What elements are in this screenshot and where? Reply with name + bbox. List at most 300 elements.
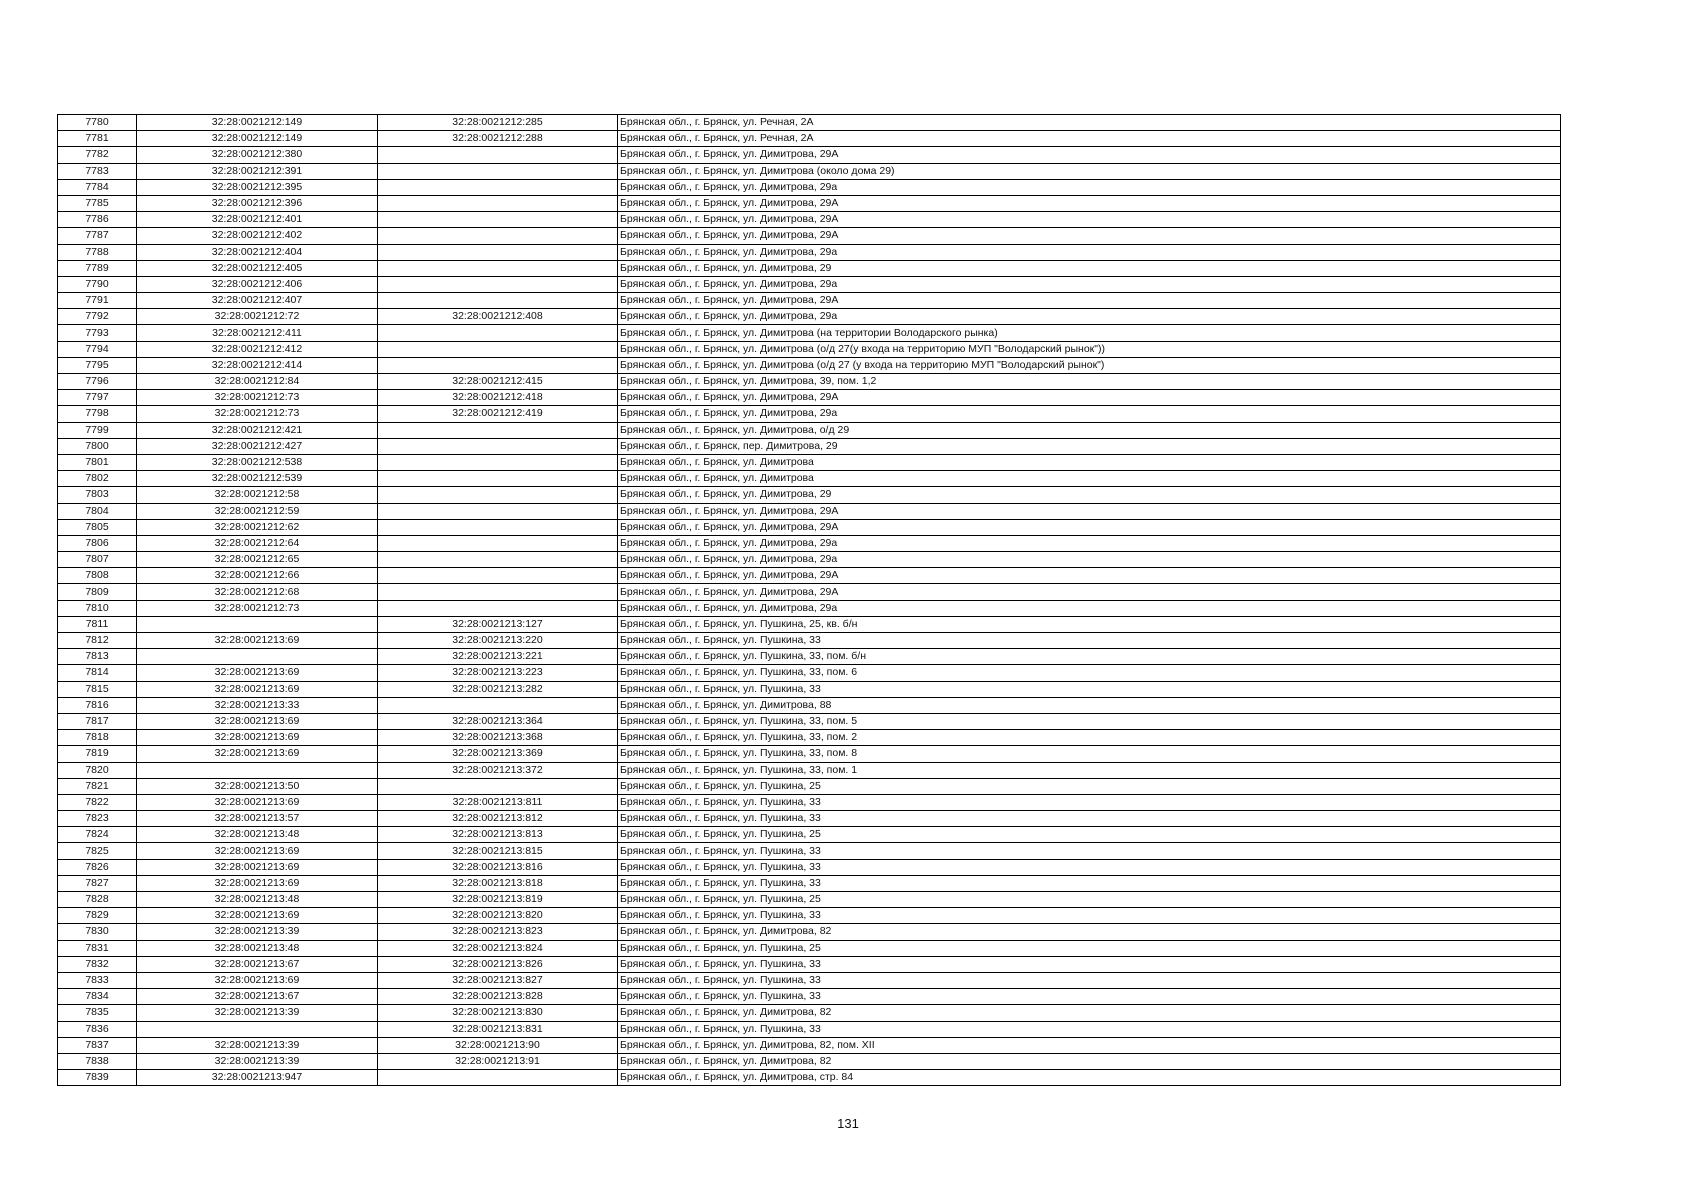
row-number-cell: 7831 xyxy=(58,940,137,956)
address-cell: Брянская обл., г. Брянск, ул. Пушкина, 33 xyxy=(618,633,1561,649)
address-cell: Брянская обл., г. Брянск, ул. Димитрова, 82 xyxy=(618,924,1561,940)
table-row xyxy=(58,908,1561,924)
table-row xyxy=(58,341,1561,357)
address-cell: Брянская обл., г. Брянск, ул. Димитрова, 29а xyxy=(618,552,1561,568)
table-row xyxy=(58,633,1561,649)
table-row xyxy=(58,1053,1561,1069)
address-cell: Брянская обл., г. Брянск, ул. Димитрова, 29А xyxy=(618,147,1561,163)
row-number-cell: 7789 xyxy=(58,260,137,276)
table-row xyxy=(58,471,1561,487)
row-number-cell: 7837 xyxy=(58,1037,137,1053)
address-cell: Брянская обл., г. Брянск, ул. Димитрова, 29а xyxy=(618,600,1561,616)
row-number-cell: 7784 xyxy=(58,179,137,195)
row-number-cell: 7832 xyxy=(58,956,137,972)
row-number-cell: 7819 xyxy=(58,746,137,762)
object-cadastral-number-cell xyxy=(378,584,618,600)
row-number-cell: 7825 xyxy=(58,843,137,859)
address-cell: Брянская обл., г. Брянск, ул. Пушкина, 33, пом. 6 xyxy=(618,665,1561,681)
table-row xyxy=(58,179,1561,195)
registry-table-body xyxy=(58,115,1561,1086)
row-number-cell: 7816 xyxy=(58,697,137,713)
row-number-cell: 7838 xyxy=(58,1053,137,1069)
address-cell: Брянская обл., г. Брянск, ул. Димитрова, 29а xyxy=(618,244,1561,260)
object-cadastral-number-cell xyxy=(378,422,618,438)
object-cadastral-number-cell xyxy=(378,568,618,584)
registry-table xyxy=(57,114,1561,1086)
object-cadastral-number-cell xyxy=(378,357,618,373)
cadastral-number-cell: 32:28:0021213:48 xyxy=(137,940,378,956)
cadastral-number-cell: 32:28:0021212:427 xyxy=(137,438,378,454)
row-number-cell: 7808 xyxy=(58,568,137,584)
cadastral-number-cell: 32:28:0021213:48 xyxy=(137,827,378,843)
cadastral-number-cell: 32:28:0021213:39 xyxy=(137,1037,378,1053)
row-number-cell: 7836 xyxy=(58,1021,137,1037)
table-row xyxy=(58,519,1561,535)
object-cadastral-number-cell: 32:28:0021213:830 xyxy=(378,1005,618,1021)
object-cadastral-number-cell xyxy=(378,487,618,503)
object-cadastral-number-cell: 32:28:0021213:127 xyxy=(378,616,618,632)
cadastral-number-cell: 32:28:0021212:73 xyxy=(137,406,378,422)
cadastral-number-cell: 32:28:0021212:58 xyxy=(137,487,378,503)
cadastral-number-cell: 32:28:0021213:67 xyxy=(137,989,378,1005)
row-number-cell: 7790 xyxy=(58,276,137,292)
row-number-cell: 7822 xyxy=(58,794,137,810)
table-row xyxy=(58,584,1561,600)
table-row xyxy=(58,956,1561,972)
object-cadastral-number-cell xyxy=(378,600,618,616)
object-cadastral-number-cell: 32:28:0021212:285 xyxy=(378,115,618,131)
cadastral-number-cell xyxy=(137,616,378,632)
address-cell: Брянская обл., г. Брянск, ул. Димитрова (о/д 27 (у входа на территорию МУП "Володарский рынок") xyxy=(618,357,1561,373)
table-row xyxy=(58,1070,1561,1086)
row-number-cell: 7823 xyxy=(58,811,137,827)
row-number-cell: 7781 xyxy=(58,131,137,147)
row-number-cell: 7828 xyxy=(58,892,137,908)
table-row xyxy=(58,827,1561,843)
row-number-cell: 7807 xyxy=(58,552,137,568)
table-row xyxy=(58,487,1561,503)
address-cell: Брянская обл., г. Брянск, ул. Пушкина, 25 xyxy=(618,940,1561,956)
table-row xyxy=(58,212,1561,228)
address-cell: Брянская обл., г. Брянск, ул. Димитрова xyxy=(618,471,1561,487)
object-cadastral-number-cell xyxy=(378,228,618,244)
table-row xyxy=(58,131,1561,147)
address-cell: Брянская обл., г. Брянск, ул. Димитрова, 82, пом. XII xyxy=(618,1037,1561,1053)
object-cadastral-number-cell xyxy=(378,778,618,794)
object-cadastral-number-cell xyxy=(378,293,618,309)
cadastral-number-cell xyxy=(137,1021,378,1037)
row-number-cell: 7791 xyxy=(58,293,137,309)
cadastral-number-cell: 32:28:0021212:396 xyxy=(137,195,378,211)
object-cadastral-number-cell xyxy=(378,454,618,470)
row-number-cell: 7801 xyxy=(58,454,137,470)
table-row xyxy=(58,406,1561,422)
cadastral-number-cell: 32:28:0021212:65 xyxy=(137,552,378,568)
cadastral-number-cell xyxy=(137,762,378,778)
object-cadastral-number-cell xyxy=(378,552,618,568)
address-cell: Брянская обл., г. Брянск, ул. Пушкина, 33 xyxy=(618,811,1561,827)
cadastral-number-cell: 32:28:0021213:39 xyxy=(137,1005,378,1021)
object-cadastral-number-cell: 32:28:0021213:831 xyxy=(378,1021,618,1037)
cadastral-number-cell: 32:28:0021212:62 xyxy=(137,519,378,535)
row-number-cell: 7834 xyxy=(58,989,137,1005)
cadastral-number-cell: 32:28:0021212:414 xyxy=(137,357,378,373)
address-cell: Брянская обл., г. Брянск, ул. Димитрова, 29 xyxy=(618,260,1561,276)
row-number-cell: 7815 xyxy=(58,681,137,697)
row-number-cell: 7796 xyxy=(58,374,137,390)
row-number-cell: 7811 xyxy=(58,616,137,632)
object-cadastral-number-cell: 32:28:0021213:90 xyxy=(378,1037,618,1053)
cadastral-number-cell: 32:28:0021212:404 xyxy=(137,244,378,260)
table-row xyxy=(58,568,1561,584)
object-cadastral-number-cell xyxy=(378,163,618,179)
cadastral-number-cell: 32:28:0021212:395 xyxy=(137,179,378,195)
cadastral-number-cell: 32:28:0021213:69 xyxy=(137,794,378,810)
row-number-cell: 7833 xyxy=(58,972,137,988)
cadastral-number-cell: 32:28:0021213:69 xyxy=(137,875,378,891)
address-cell: Брянская обл., г. Брянск, ул. Пушкина, 33 xyxy=(618,843,1561,859)
object-cadastral-number-cell: 32:28:0021213:372 xyxy=(378,762,618,778)
object-cadastral-number-cell: 32:28:0021213:812 xyxy=(378,811,618,827)
cadastral-number-cell: 32:28:0021213:69 xyxy=(137,730,378,746)
address-cell: Брянская обл., г. Брянск, ул. Димитрова, 29А xyxy=(618,195,1561,211)
table-row xyxy=(58,762,1561,778)
object-cadastral-number-cell: 32:28:0021213:91 xyxy=(378,1053,618,1069)
object-cadastral-number-cell: 32:28:0021213:282 xyxy=(378,681,618,697)
cadastral-number-cell: 32:28:0021212:391 xyxy=(137,163,378,179)
table-row xyxy=(58,892,1561,908)
row-number-cell: 7786 xyxy=(58,212,137,228)
address-cell: Брянская обл., г. Брянск, ул. Пушкина, 33 xyxy=(618,859,1561,875)
table-row xyxy=(58,422,1561,438)
cadastral-number-cell: 32:28:0021212:84 xyxy=(137,374,378,390)
cadastral-number-cell xyxy=(137,649,378,665)
object-cadastral-number-cell xyxy=(378,212,618,228)
table-row xyxy=(58,794,1561,810)
table-row xyxy=(58,859,1561,875)
cadastral-number-cell: 32:28:0021213:69 xyxy=(137,908,378,924)
address-cell: Брянская обл., г. Брянск, ул. Димитрова, 88 xyxy=(618,697,1561,713)
row-number-cell: 7809 xyxy=(58,584,137,600)
table-row xyxy=(58,503,1561,519)
row-number-cell: 7794 xyxy=(58,341,137,357)
table-row xyxy=(58,600,1561,616)
address-cell: Брянская обл., г. Брянск, ул. Пушкина, 33 xyxy=(618,972,1561,988)
address-cell: Брянская обл., г. Брянск, ул. Димитрова, 29 xyxy=(618,487,1561,503)
table-row xyxy=(58,924,1561,940)
object-cadastral-number-cell: 32:28:0021212:419 xyxy=(378,406,618,422)
table-row xyxy=(58,811,1561,827)
cadastral-number-cell: 32:28:0021213:67 xyxy=(137,956,378,972)
table-row xyxy=(58,697,1561,713)
row-number-cell: 7835 xyxy=(58,1005,137,1021)
object-cadastral-number-cell: 32:28:0021213:221 xyxy=(378,649,618,665)
table-row xyxy=(58,276,1561,292)
row-number-cell: 7810 xyxy=(58,600,137,616)
address-cell: Брянская обл., г. Брянск, ул. Димитрова (около дома 29) xyxy=(618,163,1561,179)
row-number-cell: 7797 xyxy=(58,390,137,406)
cadastral-number-cell: 32:28:0021212:401 xyxy=(137,212,378,228)
cadastral-number-cell: 32:28:0021213:50 xyxy=(137,778,378,794)
address-cell: Брянская обл., г. Брянск, ул. Речная, 2А xyxy=(618,131,1561,147)
object-cadastral-number-cell: 32:28:0021213:368 xyxy=(378,730,618,746)
object-cadastral-number-cell xyxy=(378,325,618,341)
cadastral-number-cell: 32:28:0021213:33 xyxy=(137,697,378,713)
object-cadastral-number-cell xyxy=(378,519,618,535)
address-cell: Брянская обл., г. Брянск, ул. Димитрова, 29а xyxy=(618,179,1561,195)
address-cell: Брянская обл., г. Брянск, ул. Димитрова, 82 xyxy=(618,1005,1561,1021)
object-cadastral-number-cell xyxy=(378,179,618,195)
cadastral-number-cell: 32:28:0021212:73 xyxy=(137,600,378,616)
cadastral-number-cell: 32:28:0021213:69 xyxy=(137,681,378,697)
cadastral-number-cell: 32:28:0021212:405 xyxy=(137,260,378,276)
row-number-cell: 7814 xyxy=(58,665,137,681)
object-cadastral-number-cell: 32:28:0021213:826 xyxy=(378,956,618,972)
row-number-cell: 7826 xyxy=(58,859,137,875)
row-number-cell: 7817 xyxy=(58,713,137,729)
cadastral-number-cell: 32:28:0021212:407 xyxy=(137,293,378,309)
table-row xyxy=(58,713,1561,729)
cadastral-number-cell: 32:28:0021212:64 xyxy=(137,535,378,551)
table-row xyxy=(58,616,1561,632)
address-cell: Брянская обл., г. Брянск, ул. Димитрова, о/д 29 xyxy=(618,422,1561,438)
row-number-cell: 7806 xyxy=(58,535,137,551)
address-cell: Брянская обл., г. Брянск, ул. Речная, 2А xyxy=(618,115,1561,131)
row-number-cell: 7782 xyxy=(58,147,137,163)
table-row xyxy=(58,972,1561,988)
table-row xyxy=(58,115,1561,131)
cadastral-number-cell: 32:28:0021213:39 xyxy=(137,924,378,940)
table-row xyxy=(58,989,1561,1005)
table-row xyxy=(58,147,1561,163)
cadastral-number-cell: 32:28:0021212:72 xyxy=(137,309,378,325)
object-cadastral-number-cell xyxy=(378,1070,618,1086)
row-number-cell: 7785 xyxy=(58,195,137,211)
cadastral-number-cell: 32:28:0021213:69 xyxy=(137,665,378,681)
object-cadastral-number-cell xyxy=(378,471,618,487)
object-cadastral-number-cell xyxy=(378,503,618,519)
object-cadastral-number-cell: 32:28:0021212:418 xyxy=(378,390,618,406)
address-cell: Брянская обл., г. Брянск, ул. Димитрова, 29А xyxy=(618,293,1561,309)
address-cell: Брянская обл., г. Брянск, ул. Пушкина, 33 xyxy=(618,989,1561,1005)
object-cadastral-number-cell xyxy=(378,244,618,260)
cadastral-number-cell: 32:28:0021213:69 xyxy=(137,713,378,729)
cadastral-number-cell: 32:28:0021213:69 xyxy=(137,633,378,649)
cadastral-number-cell: 32:28:0021213:48 xyxy=(137,892,378,908)
address-cell: Брянская обл., г. Брянск, ул. Пушкина, 33 xyxy=(618,956,1561,972)
table-row xyxy=(58,325,1561,341)
cadastral-number-cell: 32:28:0021212:68 xyxy=(137,584,378,600)
table-row xyxy=(58,1021,1561,1037)
row-number-cell: 7821 xyxy=(58,778,137,794)
row-number-cell: 7800 xyxy=(58,438,137,454)
address-cell: Брянская обл., г. Брянск, ул. Димитрова, 29А xyxy=(618,228,1561,244)
cadastral-number-cell: 32:28:0021213:39 xyxy=(137,1053,378,1069)
cadastral-number-cell: 32:28:0021212:380 xyxy=(137,147,378,163)
object-cadastral-number-cell xyxy=(378,438,618,454)
address-cell: Брянская обл., г. Брянск, ул. Пушкина, 33, пом. б/н xyxy=(618,649,1561,665)
cadastral-number-cell: 32:28:0021213:57 xyxy=(137,811,378,827)
address-cell: Брянская обл., г. Брянск, ул. Димитрова, 29а xyxy=(618,276,1561,292)
address-cell: Брянская обл., г. Брянск, пер. Димитрова, 29 xyxy=(618,438,1561,454)
address-cell: Брянская обл., г. Брянск, ул. Димитрова, 29А xyxy=(618,584,1561,600)
table-row xyxy=(58,1005,1561,1021)
object-cadastral-number-cell: 32:28:0021213:364 xyxy=(378,713,618,729)
cadastral-number-cell: 32:28:0021212:538 xyxy=(137,454,378,470)
address-cell: Брянская обл., г. Брянск, ул. Пушкина, 33, пом. 2 xyxy=(618,730,1561,746)
object-cadastral-number-cell: 32:28:0021213:828 xyxy=(378,989,618,1005)
row-number-cell: 7804 xyxy=(58,503,137,519)
row-number-cell: 7793 xyxy=(58,325,137,341)
row-number-cell: 7802 xyxy=(58,471,137,487)
address-cell: Брянская обл., г. Брянск, ул. Димитрова, 29А xyxy=(618,519,1561,535)
address-cell: Брянская обл., г. Брянск, ул. Димитрова, 29а xyxy=(618,309,1561,325)
row-number-cell: 7839 xyxy=(58,1070,137,1086)
address-cell: Брянская обл., г. Брянск, ул. Пушкина, 25 xyxy=(618,892,1561,908)
table-row xyxy=(58,730,1561,746)
object-cadastral-number-cell: 32:28:0021213:220 xyxy=(378,633,618,649)
object-cadastral-number-cell: 32:28:0021213:824 xyxy=(378,940,618,956)
row-number-cell: 7792 xyxy=(58,309,137,325)
table-row xyxy=(58,438,1561,454)
address-cell: Брянская обл., г. Брянск, ул. Димитрова, 29А xyxy=(618,390,1561,406)
table-row xyxy=(58,843,1561,859)
table-row xyxy=(58,163,1561,179)
cadastral-number-cell: 32:28:0021213:947 xyxy=(137,1070,378,1086)
table-row xyxy=(58,649,1561,665)
cadastral-number-cell: 32:28:0021212:402 xyxy=(137,228,378,244)
address-cell: Брянская обл., г. Брянск, ул. Димитрова, 29а xyxy=(618,535,1561,551)
row-number-cell: 7805 xyxy=(58,519,137,535)
object-cadastral-number-cell: 32:28:0021213:811 xyxy=(378,794,618,810)
row-number-cell: 7798 xyxy=(58,406,137,422)
table-row xyxy=(58,260,1561,276)
address-cell: Брянская обл., г. Брянск, ул. Пушкина, 33 xyxy=(618,875,1561,891)
table-row xyxy=(58,228,1561,244)
object-cadastral-number-cell xyxy=(378,697,618,713)
cadastral-number-cell: 32:28:0021213:69 xyxy=(137,843,378,859)
table-row xyxy=(58,681,1561,697)
object-cadastral-number-cell: 32:28:0021213:818 xyxy=(378,875,618,891)
table-row xyxy=(58,665,1561,681)
cadastral-number-cell: 32:28:0021212:421 xyxy=(137,422,378,438)
row-number-cell: 7787 xyxy=(58,228,137,244)
address-cell: Брянская обл., г. Брянск, ул. Димитрова xyxy=(618,454,1561,470)
table-row xyxy=(58,374,1561,390)
table-row xyxy=(58,195,1561,211)
object-cadastral-number-cell: 32:28:0021213:816 xyxy=(378,859,618,875)
object-cadastral-number-cell xyxy=(378,276,618,292)
object-cadastral-number-cell: 32:28:0021213:820 xyxy=(378,908,618,924)
cadastral-number-cell: 32:28:0021212:149 xyxy=(137,115,378,131)
table-row xyxy=(58,778,1561,794)
cadastral-number-cell: 32:28:0021213:69 xyxy=(137,746,378,762)
object-cadastral-number-cell xyxy=(378,260,618,276)
cadastral-number-cell: 32:28:0021212:412 xyxy=(137,341,378,357)
object-cadastral-number-cell: 32:28:0021212:415 xyxy=(378,374,618,390)
row-number-cell: 7824 xyxy=(58,827,137,843)
row-number-cell: 7788 xyxy=(58,244,137,260)
address-cell: Брянская обл., г. Брянск, ул. Пушкина, 33 xyxy=(618,681,1561,697)
address-cell: Брянская обл., г. Брянск, ул. Димитрова (о/д 27(у входа на территорию МУП "Володарский рынок")) xyxy=(618,341,1561,357)
row-number-cell: 7827 xyxy=(58,875,137,891)
table-row xyxy=(58,390,1561,406)
object-cadastral-number-cell: 32:28:0021213:369 xyxy=(378,746,618,762)
table-row xyxy=(58,454,1561,470)
cadastral-number-cell: 32:28:0021213:69 xyxy=(137,972,378,988)
address-cell: Брянская обл., г. Брянск, ул. Димитрова, стр. 84 xyxy=(618,1070,1561,1086)
address-cell: Брянская обл., г. Брянск, ул. Димитрова, 29а xyxy=(618,406,1561,422)
table-row xyxy=(58,875,1561,891)
address-cell: Брянская обл., г. Брянск, ул. Димитрова, 29А xyxy=(618,568,1561,584)
object-cadastral-number-cell: 32:28:0021212:408 xyxy=(378,309,618,325)
row-number-cell: 7829 xyxy=(58,908,137,924)
object-cadastral-number-cell: 32:28:0021213:819 xyxy=(378,892,618,908)
row-number-cell: 7780 xyxy=(58,115,137,131)
address-cell: Брянская обл., г. Брянск, ул. Димитрова, 29А xyxy=(618,503,1561,519)
cadastral-number-cell: 32:28:0021212:539 xyxy=(137,471,378,487)
cadastral-number-cell: 32:28:0021212:66 xyxy=(137,568,378,584)
table-row xyxy=(58,244,1561,260)
table-row xyxy=(58,940,1561,956)
address-cell: Брянская обл., г. Брянск, ул. Пушкина, 33 xyxy=(618,908,1561,924)
address-cell: Брянская обл., г. Брянск, ул. Димитрова, 39, пом. 1,2 xyxy=(618,374,1561,390)
object-cadastral-number-cell: 32:28:0021213:827 xyxy=(378,972,618,988)
row-number-cell: 7803 xyxy=(58,487,137,503)
address-cell: Брянская обл., г. Брянск, ул. Пушкина, 33, пом. 8 xyxy=(618,746,1561,762)
address-cell: Брянская обл., г. Брянск, ул. Димитрова, 82 xyxy=(618,1053,1561,1069)
address-cell: Брянская обл., г. Брянск, ул. Пушкина, 33 xyxy=(618,1021,1561,1037)
object-cadastral-number-cell: 32:28:0021213:815 xyxy=(378,843,618,859)
object-cadastral-number-cell xyxy=(378,195,618,211)
cadastral-number-cell: 32:28:0021212:411 xyxy=(137,325,378,341)
cadastral-number-cell: 32:28:0021212:59 xyxy=(137,503,378,519)
row-number-cell: 7799 xyxy=(58,422,137,438)
object-cadastral-number-cell xyxy=(378,341,618,357)
table-row xyxy=(58,1037,1561,1053)
table-row xyxy=(58,535,1561,551)
address-cell: Брянская обл., г. Брянск, ул. Пушкина, 25, кв. б/н xyxy=(618,616,1561,632)
table-row xyxy=(58,293,1561,309)
object-cadastral-number-cell: 32:28:0021212:288 xyxy=(378,131,618,147)
row-number-cell: 7813 xyxy=(58,649,137,665)
address-cell: Брянская обл., г. Брянск, ул. Пушкина, 33, пом. 5 xyxy=(618,713,1561,729)
row-number-cell: 7783 xyxy=(58,163,137,179)
table-row xyxy=(58,746,1561,762)
object-cadastral-number-cell: 32:28:0021213:223 xyxy=(378,665,618,681)
table-row xyxy=(58,309,1561,325)
row-number-cell: 7830 xyxy=(58,924,137,940)
row-number-cell: 7795 xyxy=(58,357,137,373)
address-cell: Брянская обл., г. Брянск, ул. Пушкина, 33 xyxy=(618,794,1561,810)
row-number-cell: 7820 xyxy=(58,762,137,778)
address-cell: Брянская обл., г. Брянск, ул. Пушкина, 33, пом. 1 xyxy=(618,762,1561,778)
cadastral-number-cell: 32:28:0021213:69 xyxy=(137,859,378,875)
cadastral-number-cell: 32:28:0021212:149 xyxy=(137,131,378,147)
table-row xyxy=(58,552,1561,568)
address-cell: Брянская обл., г. Брянск, ул. Димитрова, 29А xyxy=(618,212,1561,228)
object-cadastral-number-cell: 32:28:0021213:813 xyxy=(378,827,618,843)
row-number-cell: 7812 xyxy=(58,633,137,649)
address-cell: Брянская обл., г. Брянск, ул. Пушкина, 25 xyxy=(618,827,1561,843)
object-cadastral-number-cell xyxy=(378,147,618,163)
cadastral-number-cell: 32:28:0021212:406 xyxy=(137,276,378,292)
address-cell: Брянская обл., г. Брянск, ул. Пушкина, 25 xyxy=(618,778,1561,794)
address-cell: Брянская обл., г. Брянск, ул. Димитрова (на территории Володарского рынка) xyxy=(618,325,1561,341)
object-cadastral-number-cell: 32:28:0021213:823 xyxy=(378,924,618,940)
row-number-cell: 7818 xyxy=(58,730,137,746)
cadastral-number-cell: 32:28:0021212:73 xyxy=(137,390,378,406)
